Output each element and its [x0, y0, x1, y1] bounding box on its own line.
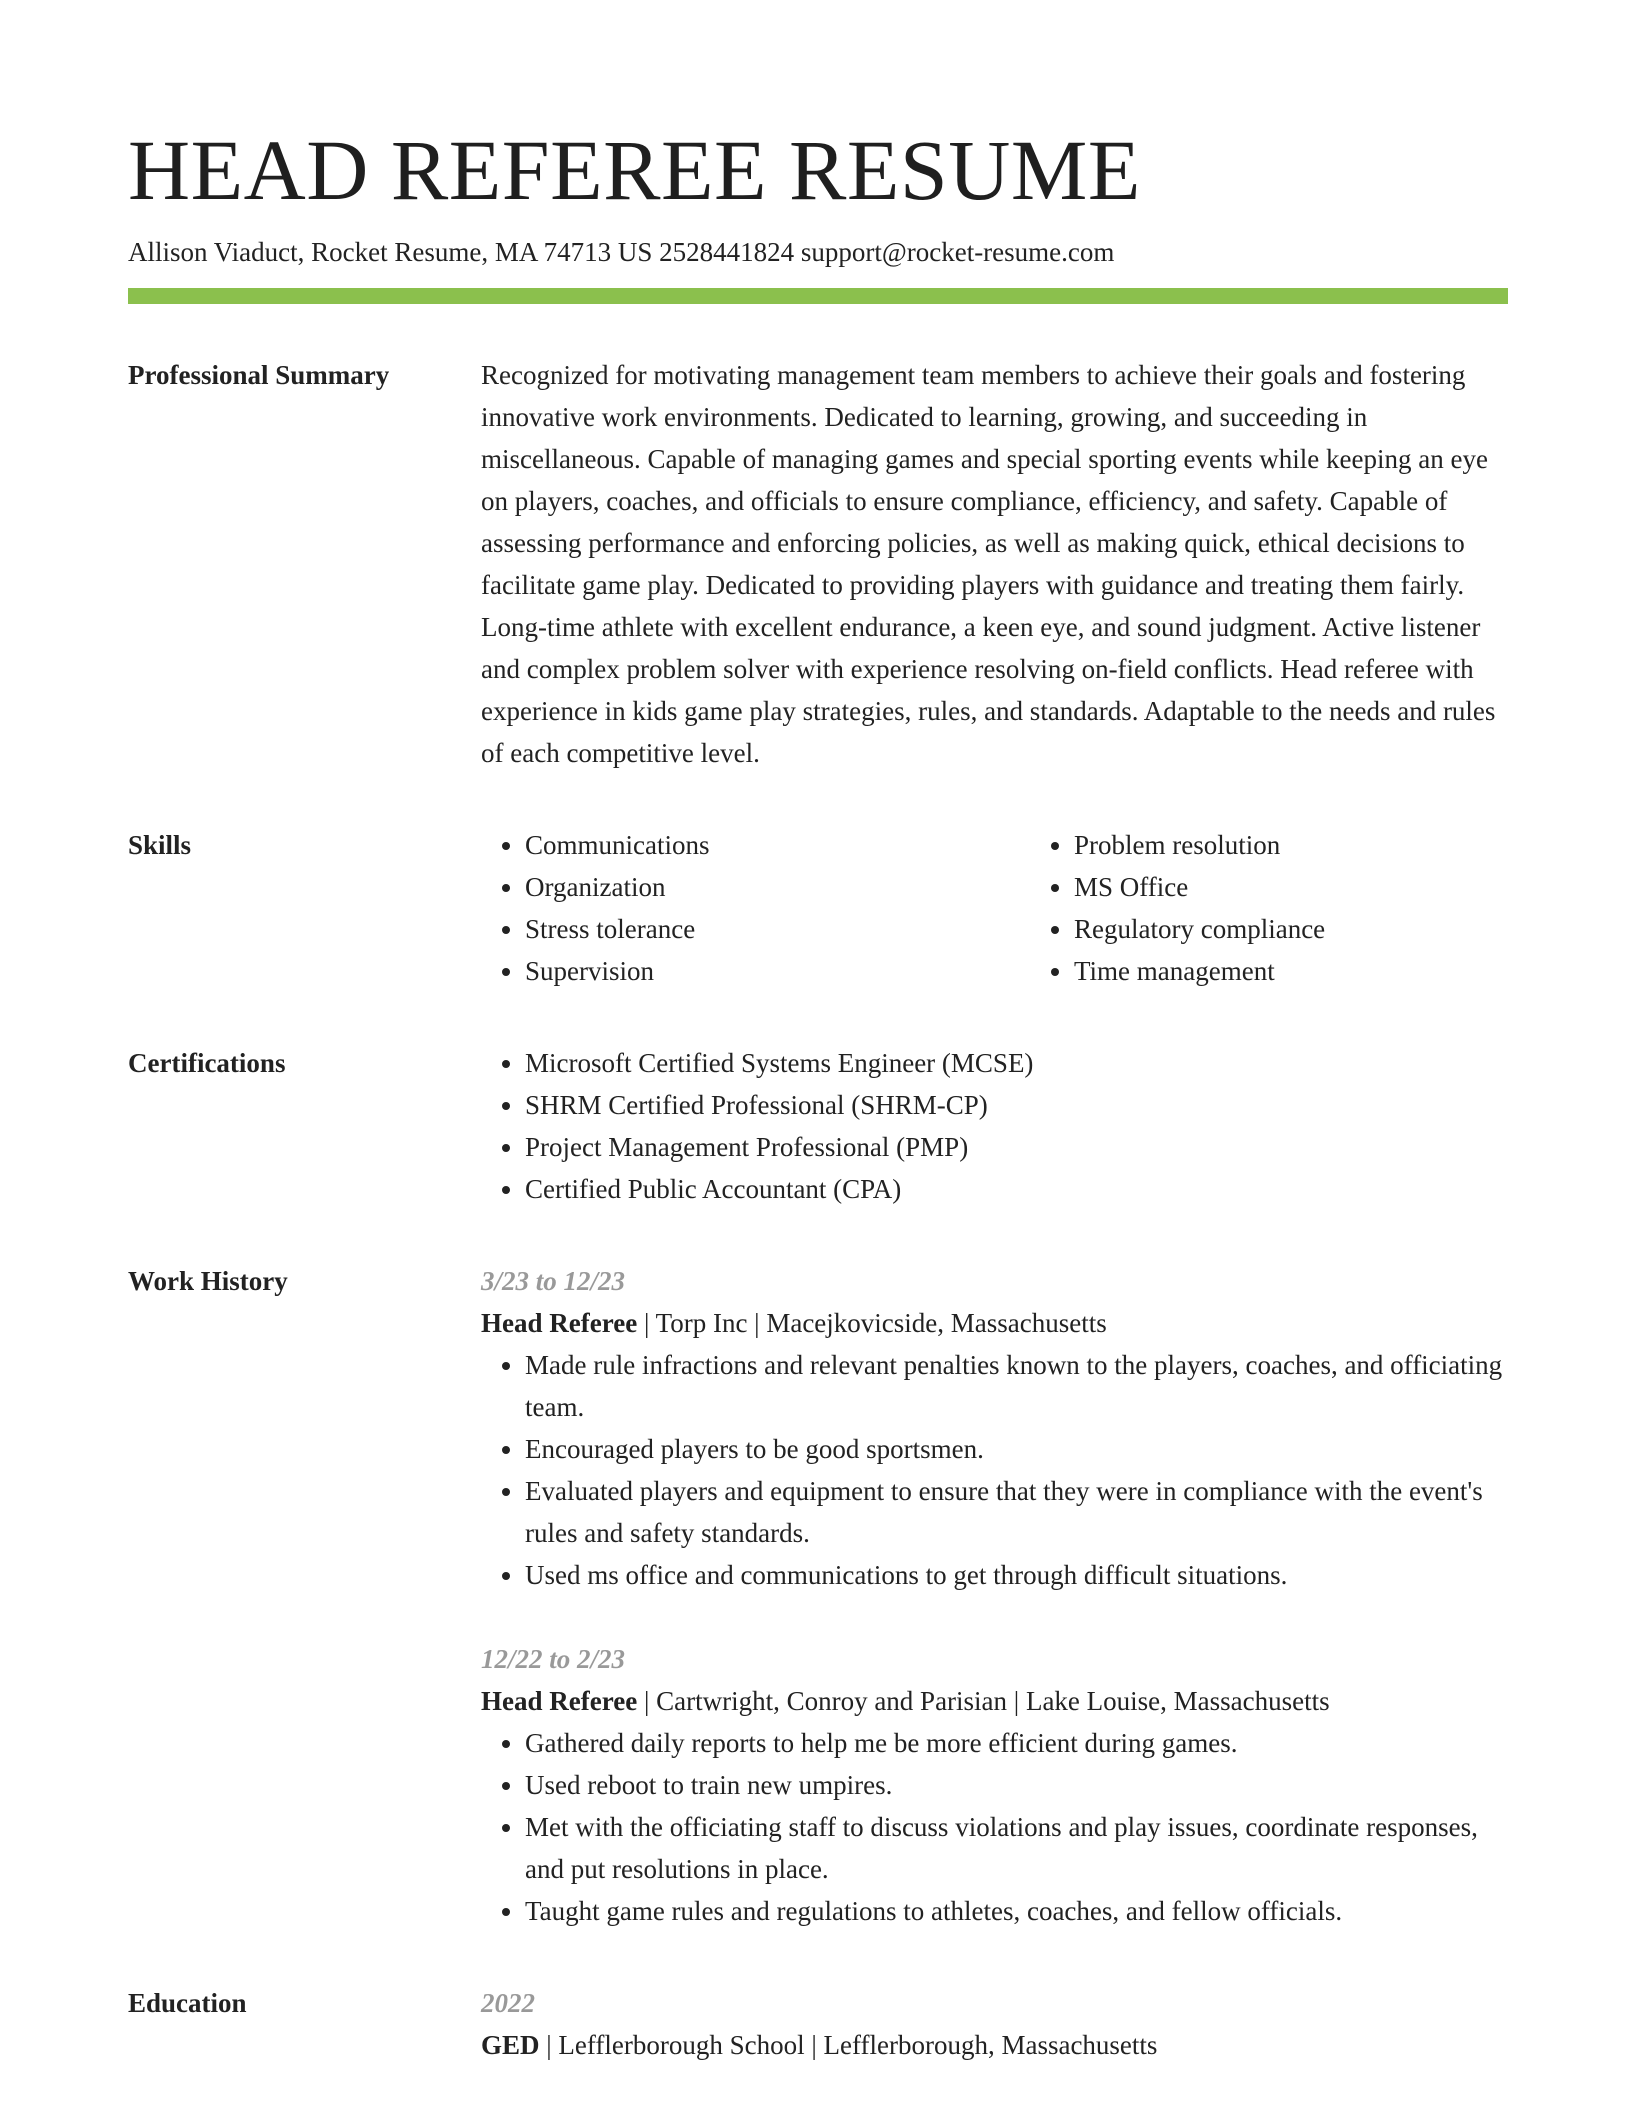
resume-title: HEAD REFEREE RESUME — [128, 122, 1141, 218]
skill-item: • Stress tolerance — [525, 908, 1030, 950]
job-bullet: • Met with the officiating staff to discuss violations and play issues, coordinate responses, and put resolutions in place. — [525, 1806, 1508, 1890]
certifications-section — [128, 1042, 1508, 1210]
job-bullet: • Used ms office and communications to get through difficult situations. — [525, 1554, 1508, 1596]
job-title-line — [481, 1680, 1508, 1722]
skills-list-left — [481, 824, 1030, 992]
education-year: 2022 — [481, 1988, 535, 2018]
job-bullet: • Encouraged players to be good sportsmen. — [525, 1428, 1508, 1470]
skills-heading: Skills — [128, 830, 192, 860]
job-dates: 3/23 to 12/23 — [481, 1266, 626, 1296]
skill-item: • Problem resolution — [1074, 824, 1579, 866]
job-dates: 12/22 to 2/23 — [481, 1644, 626, 1674]
job-bullet: • Evaluated players and equipment to ensure that they were in compliance with the event's rules and safety standards. — [525, 1470, 1508, 1554]
header-divider — [128, 288, 1508, 304]
contact-info: Allison Viaduct, Rocket Resume, MA 74713 US 2528441824 support@rocket-resume.com — [128, 237, 1115, 267]
job-entry — [481, 1260, 1508, 1596]
summary-section — [128, 354, 1508, 774]
certification-item: • Microsoft Certified Systems Engineer (MCSE) — [525, 1042, 1508, 1084]
education-heading: Education — [128, 1988, 247, 2018]
job-entry — [481, 1638, 1508, 1932]
summary-text: Recognized for motivating management team members to achieve their goals and fostering innovative work environments. Dedicated to learning, growing, and succeeding in miscellaneous. Capable of managing games and special sporting events while keeping an eye on players, coaches, and officials to ensure compliance, efficiency, and safety. Capable of assessing performance and enforcing policies, as well as making quick, ethical decisions to facilitate game play. Dedicated to providing players with guidance and treating them fairly. Long-time athlete with excellent endurance, a keen eye, and sound judgment. Active listener and complex problem solver with experience resolving on-field conflicts. Head referee with experience in kids game play strategies, rules, and standards. Adaptable to the needs and rules of each competitive level. — [481, 360, 1496, 768]
education-degree: GED — [481, 2030, 540, 2060]
job-bullet: • Made rule infractions and relevant penalties known to the players, coaches, and officiating team. — [525, 1344, 1508, 1428]
work-history-heading: Work History — [128, 1266, 288, 1296]
education-line — [481, 2024, 1508, 2066]
education-details: | Lefflerborough School | Lefflerborough, Massachusetts — [539, 2030, 1158, 2060]
skill-item: • Organization — [525, 866, 1030, 908]
skills-list-right — [1030, 824, 1579, 992]
skill-item: • Regulatory compliance — [1074, 908, 1579, 950]
job-title-line — [481, 1302, 1508, 1344]
job-bullets — [481, 1344, 1508, 1596]
certification-item: • SHRM Certified Professional (SHRM-CP) — [525, 1084, 1508, 1126]
job-bullets — [481, 1722, 1508, 1932]
certification-item: • Certified Public Accountant (CPA) — [525, 1168, 1508, 1210]
job-details: | Torp Inc | Macejkovicside, Massachusetts — [637, 1308, 1107, 1338]
education-section — [128, 1982, 1508, 2066]
job-bullet: • Taught game rules and regulations to athletes, coaches, and fellow officials. — [525, 1890, 1508, 1932]
skill-item: • Time management — [1074, 950, 1579, 992]
job-details: | Cartwright, Conroy and Parisian | Lake Louise, Massachusetts — [637, 1686, 1330, 1716]
skill-item: • Communications — [525, 824, 1030, 866]
resume-page — [128, 118, 1508, 2066]
skill-item: • Supervision — [525, 950, 1030, 992]
certifications-heading: Certifications — [128, 1048, 286, 1078]
skills-section — [128, 824, 1508, 992]
skill-item: • MS Office — [1074, 866, 1579, 908]
work-history-section — [128, 1260, 1508, 1932]
job-role: Head Referee — [481, 1308, 638, 1338]
certifications-list — [481, 1042, 1508, 1210]
job-bullet: • Gathered daily reports to help me be more efficient during games. — [525, 1722, 1508, 1764]
job-role: Head Referee — [481, 1686, 638, 1716]
certification-item: • Project Management Professional (PMP) — [525, 1126, 1508, 1168]
summary-heading: Professional Summary — [128, 360, 390, 390]
job-bullet: • Used reboot to train new umpires. — [525, 1764, 1508, 1806]
